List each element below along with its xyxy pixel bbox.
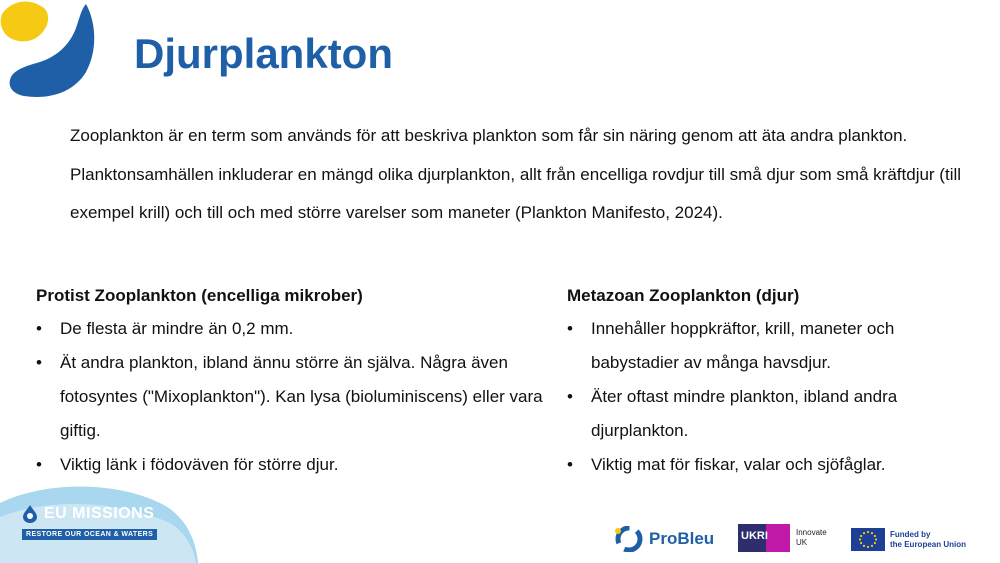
bullet: •: [36, 353, 42, 372]
list-item-text: Äter oftast mindre plankton, ibland andra djurplankton.: [591, 387, 898, 440]
slide-title: Djurplankton: [134, 30, 393, 77]
protist-list: [36, 312, 556, 482]
probleu-logo: [614, 526, 714, 552]
list-item-text: De flesta är mindre än 0,2 mm.: [60, 319, 294, 338]
funded-by-label: Funded by: [890, 529, 931, 539]
intro-paragraph: Zooplankton är en term som används för att beskriva plankton som får sin näring genom att äta andra plankton.: [70, 126, 908, 145]
metazoan-list: [567, 312, 957, 482]
probleu-swirl-icon: [614, 526, 644, 552]
list-item-text: Viktig mat för fiskar, valar och sjöfåglar.: [591, 455, 886, 474]
intro-paragraph: Planktonsamhällen inkluderar en mängd olika djurplankton, allt från encelliga rovdjur till små djur som små kräftdjur (till exempel krill) och till och med större varelser som maneter (Plankton Manifesto, 2024).: [70, 164, 962, 222]
bullet: •: [567, 387, 573, 406]
metazoan-heading: Metazoan Zooplankton (djur): [567, 286, 800, 305]
bullet: •: [567, 455, 573, 474]
eu-missions-title: EU MISSIONS: [44, 505, 155, 522]
intro-text: [70, 117, 970, 233]
ukri-label: UKRI: [741, 530, 768, 542]
probleu-corner-logo: [0, 0, 100, 100]
list-item: [567, 380, 957, 448]
list-item: [36, 346, 556, 448]
list-item-text: Innehåller hoppkräftor, krill, maneter och babystadier av många havsdjur.: [591, 319, 895, 372]
ukri-logo: [738, 524, 827, 552]
bullet: •: [567, 319, 573, 338]
eu-missions-subtitle: RESTORE OUR OCEAN & WATERS: [22, 529, 157, 540]
list-item: [36, 448, 556, 482]
bullet: •: [36, 319, 42, 338]
metazoan-column: [567, 283, 957, 482]
list-item: [567, 448, 957, 482]
probleu-name: ProBleu: [649, 529, 715, 548]
eu-missions-logo: [22, 505, 202, 541]
innovate-label: Innovate: [796, 528, 827, 537]
bullet: •: [36, 455, 42, 474]
list-item-text: Viktig länk i födoväven för större djur.: [60, 455, 339, 474]
protist-heading: Protist Zooplankton (encelliga mikrober): [36, 286, 363, 305]
eu-flag-icon: [851, 528, 885, 551]
list-item: [567, 312, 957, 380]
funded-by-label: the European Union: [890, 539, 966, 549]
eu-funding-logo: [851, 528, 966, 551]
droplet-icon: [22, 505, 38, 523]
list-item-text: Ät andra plankton, ibland ännu större än själva. Några även fotosyntes ("Mixoplankton"). Kan lysa (bioluminiscens) eller vara giftig.: [60, 353, 543, 440]
list-item: [36, 312, 556, 346]
protist-column: [36, 283, 556, 482]
innovate-label: UK: [796, 538, 808, 547]
